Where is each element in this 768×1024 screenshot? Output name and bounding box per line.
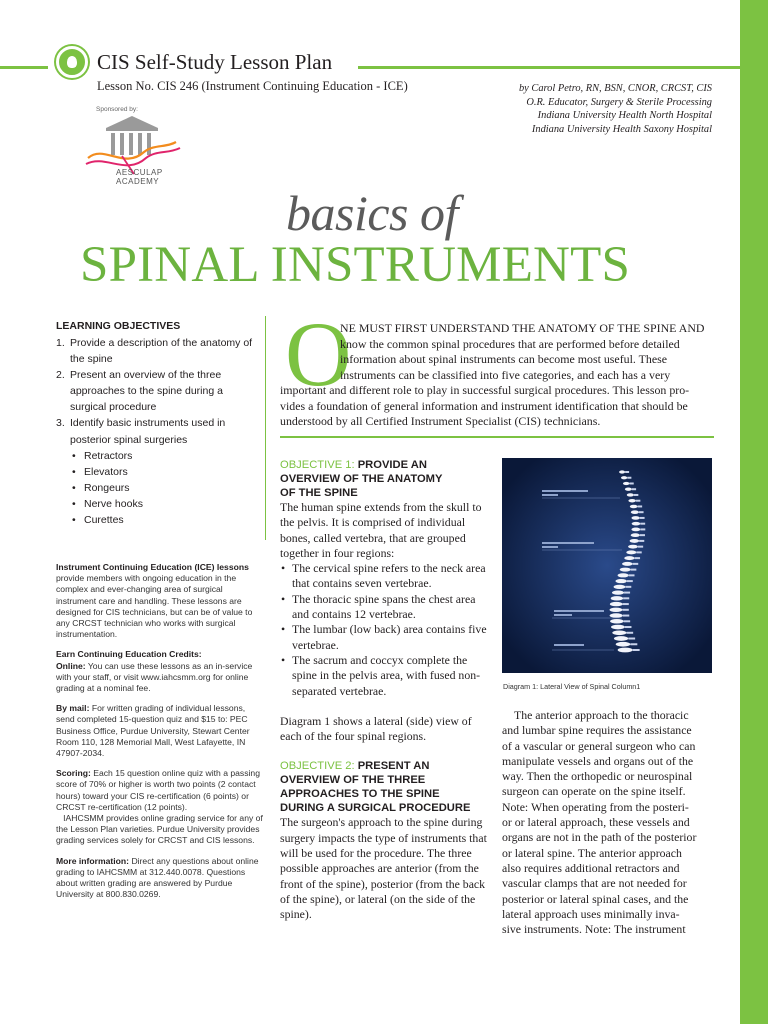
objective-column <box>280 458 492 923</box>
vertebra-shape <box>610 613 623 617</box>
objective-item: 2. Present an overview of the three approaches to the spine during a surgical procedure <box>56 369 223 414</box>
diagram-caption: Diagram 1: Lateral View of Spinal Column1 <box>503 682 641 691</box>
vertebra-shape <box>615 579 627 583</box>
list-item: • Nerve hooks <box>72 496 261 512</box>
ice-scoring: Scoring: Each 15 question online quiz with a passing score of 70% or higher is worth two points (2 contact hours) toward your CIS re-certification (6 points) or CRCST re-certification (12 points). IAHCSMM provides online grading service for any of the Lesson Plan varieties. Purdue University provides grading services solely for CRCST and CIS lessons. <box>56 768 263 846</box>
vertebra-shape <box>614 636 628 641</box>
author-line: by Carol Petro, RN, BSN, CNOR, CRCST, CIS <box>518 83 712 94</box>
vertebra-process <box>632 488 636 490</box>
vertebra-shape <box>627 493 634 496</box>
vertebra-process <box>633 649 640 651</box>
author-line: O.R. Educator, Surgery & Sterile Processing <box>526 96 712 108</box>
vertebra-process <box>625 471 629 473</box>
objective-item: 1. Provide a description of the anatomy of the spine <box>56 337 253 366</box>
author-line: Indiana University Health North Hospital <box>537 110 712 121</box>
vertebra-shape <box>631 528 640 532</box>
vertebra-process <box>623 597 629 599</box>
author-line: Indiana University Health Saxony Hospital <box>531 123 712 135</box>
vertebra-process <box>638 546 643 548</box>
vertebra-shape <box>624 556 634 560</box>
sponsor-name: AESCULAP ACADEMY <box>116 168 163 186</box>
vertebra-shape <box>622 562 633 566</box>
vertebra-process <box>633 563 639 565</box>
vertebra-shape <box>631 533 640 537</box>
vertebra-process <box>626 632 633 634</box>
vertebra-shape <box>618 648 633 653</box>
vertebra-shape <box>616 642 631 647</box>
cis-logo-icon <box>56 46 88 78</box>
intro-paragraph: NE MUST FIRST UNDERSTAND THE ANATOMY OF THE SPINE AND know the common spinal procedures that are performed before detailed information about spinal instruments can become most useful. These instruments can be classified into five categories, and each has a very important and different role to play in successful surgical procedures. This lesson pro- vides a foundation of general information and instrument identification that should be understood by all Certified Instrument Specialist (CIS) technicians. <box>280 321 705 428</box>
list-item: • Rongeurs <box>72 480 261 496</box>
drop-cap: O <box>285 303 352 405</box>
learning-objectives-list <box>56 335 261 528</box>
vertebra-shape <box>623 482 630 485</box>
vertebra-process <box>640 523 645 525</box>
vertebra-process <box>639 540 644 542</box>
ice-mail: By mail: For written grading of individual lessons, send completed 15-question quiz and $15 to: PEC Business Office, Purdue University, Stewart Center Room 110, 128 Memorial Mall, West Lafayette, IN 47907-2034. <box>56 703 250 759</box>
vertebra-process <box>624 592 630 594</box>
diagram-reference: Diagram 1 shows a lateral (side) view of each of the four spinal regions. <box>280 713 472 744</box>
vertebra-shape <box>626 550 636 554</box>
vertebra-process <box>628 638 635 640</box>
vertebra-shape <box>612 590 624 594</box>
vertebra-shape <box>628 545 638 549</box>
header-rule-right <box>358 66 740 69</box>
objective1-heading: OBJECTIVE 1: PROVIDE AN OVERVIEW OF THE ANATOMY OF THE SPINE <box>280 459 443 499</box>
header-rule-left <box>0 66 48 69</box>
vertebra-process <box>640 528 645 530</box>
title-basics-of: basics of <box>286 185 458 241</box>
vertebra-shape <box>630 505 638 509</box>
vertebra-process <box>624 620 631 622</box>
vertebra-shape <box>621 476 627 479</box>
objective2-body: The surgeon's approach to the spine during surgery impacts the type of instruments that will be used for the procedure. The three possible approaches are anterior (from the front of the spine), posterior (from the back of the spine), or lateral (on the side of the spine). <box>280 815 487 922</box>
vertebra-shape <box>610 619 624 624</box>
lesson-number: Lesson No. CIS 246 (Instrument Continuing Education - ICE) <box>97 79 408 93</box>
list-item: • Retractors <box>72 448 261 464</box>
learning-objectives-heading: LEARNING OBJECTIVES <box>56 320 181 332</box>
list-item: • Elevators <box>72 464 261 480</box>
list-item: • Curettes <box>72 512 261 528</box>
page-accent-bar <box>740 0 768 1024</box>
section-divider <box>280 436 714 438</box>
vertebra-process <box>640 517 645 519</box>
list-item: • The sacrum and coccyx complete the spine in the pelvis area, with fused non-separated vertebrae. <box>280 653 492 699</box>
vertebra-process <box>635 557 640 559</box>
vertebra-process <box>636 500 640 502</box>
objective-item: 3. Identify basic instruments used in posterior spinal surgeries <box>56 417 226 446</box>
vertebra-shape <box>612 630 626 635</box>
author-block <box>519 82 712 136</box>
vertebra-shape <box>614 585 626 589</box>
vertebra-process <box>623 615 629 617</box>
vertebra-shape <box>618 573 629 577</box>
vertebra-shape <box>619 470 625 473</box>
vertebra-process <box>630 643 637 645</box>
vertebra-process <box>631 569 637 571</box>
ice-credits: Earn Continuing Education Credits: Online: You can use these lessons as an in-service with your staff, or visit www.iahcsmm.org for online grading at a nominal fee. <box>56 649 253 694</box>
list-item: • The cervical spine refers to the neck area that contains seven vertebrae. <box>280 561 492 592</box>
vertebra-process <box>636 551 641 553</box>
vertebra-shape <box>632 522 641 526</box>
vertebra-process <box>639 511 644 513</box>
vertebra-shape <box>611 625 625 630</box>
vertebra-shape <box>628 499 635 502</box>
vertebra-process <box>622 609 628 611</box>
ice-more-info: More information: Direct any questions about online grading to IAHCSMM at 312.440.0078. Questions about written grading are answered by Purdue University at 800.830.0269. <box>56 855 259 900</box>
vertebra-process <box>625 586 631 588</box>
instrument-bullet-list <box>72 448 261 528</box>
vertebra-shape <box>631 510 639 514</box>
spinal-column-diagram <box>502 458 712 673</box>
spine-regions-list <box>280 561 492 699</box>
vertebra-process <box>625 626 632 628</box>
objective2-heading: OBJECTIVE 2: PRESENT AN OVERVIEW OF THE THREE APPROACHES TO THE SPINE DURING A SURGICAL PROCEDURE <box>280 760 471 815</box>
vertebra-shape <box>610 602 623 606</box>
vertebra-process <box>640 534 645 536</box>
vertebra-shape <box>610 608 623 612</box>
sponsor-label: Sponsored by: <box>96 106 138 113</box>
list-item: • The thoracic spine spans the chest area and contains 12 vertebrae. <box>280 592 492 623</box>
vertebra-shape <box>630 539 639 543</box>
list-item: • The lumbar (low back) area contains five vertebrae. <box>280 622 492 653</box>
vertebra-process <box>630 482 634 484</box>
vertebra-shape <box>625 488 632 491</box>
column-divider <box>265 316 266 540</box>
vertebra-process <box>638 505 643 507</box>
vertebra-process <box>627 580 633 582</box>
ice-info-sidebar <box>56 562 264 909</box>
approach-text-column: The anterior approach to the thoracic and lumbar spine requires the assistance of a vascular or general surgeon who can manipulate vessels and organs out of the way. Then the orthopedic or neurospinal surgeon can operate on the spine itself. Note: When operating from the posteri- or or lateral approach, these vessels and organs are not in the path of the posterior or lateral spine. The anterior approach also requires additional retractors and vascular clamps that are not needed for posterior or lateral spinal cases, and the lateral approach uses minimally inva- sive instruments. Note: The instrument <box>502 708 697 937</box>
ice-intro: Instrument Continuing Education (ICE) lessons provide members with ongoing education in the complex and ever-changing area of surgical instrument care and handling. These lessons are designed for CIS technicians, but can be of value to any CRCST technician who works with surgical instrumentation. <box>56 562 253 640</box>
objective1-body: The human spine extends from the skull to the pelvis. It is comprised of individual bones, called vertebra, that are grouped together in four regions: <box>280 500 482 560</box>
vertebra-shape <box>631 516 639 520</box>
lesson-plan-title: CIS Self-Study Lesson Plan <box>97 50 333 74</box>
vertebra-shape <box>620 568 631 572</box>
vertebra-process <box>629 574 635 576</box>
vertebra-process <box>634 494 638 496</box>
vertebra-shape <box>611 596 623 600</box>
vertebra-process <box>627 477 631 479</box>
title-spinal-instruments: SPINAL INSTRUMENTS <box>80 237 631 293</box>
vertebra-process <box>623 603 629 605</box>
